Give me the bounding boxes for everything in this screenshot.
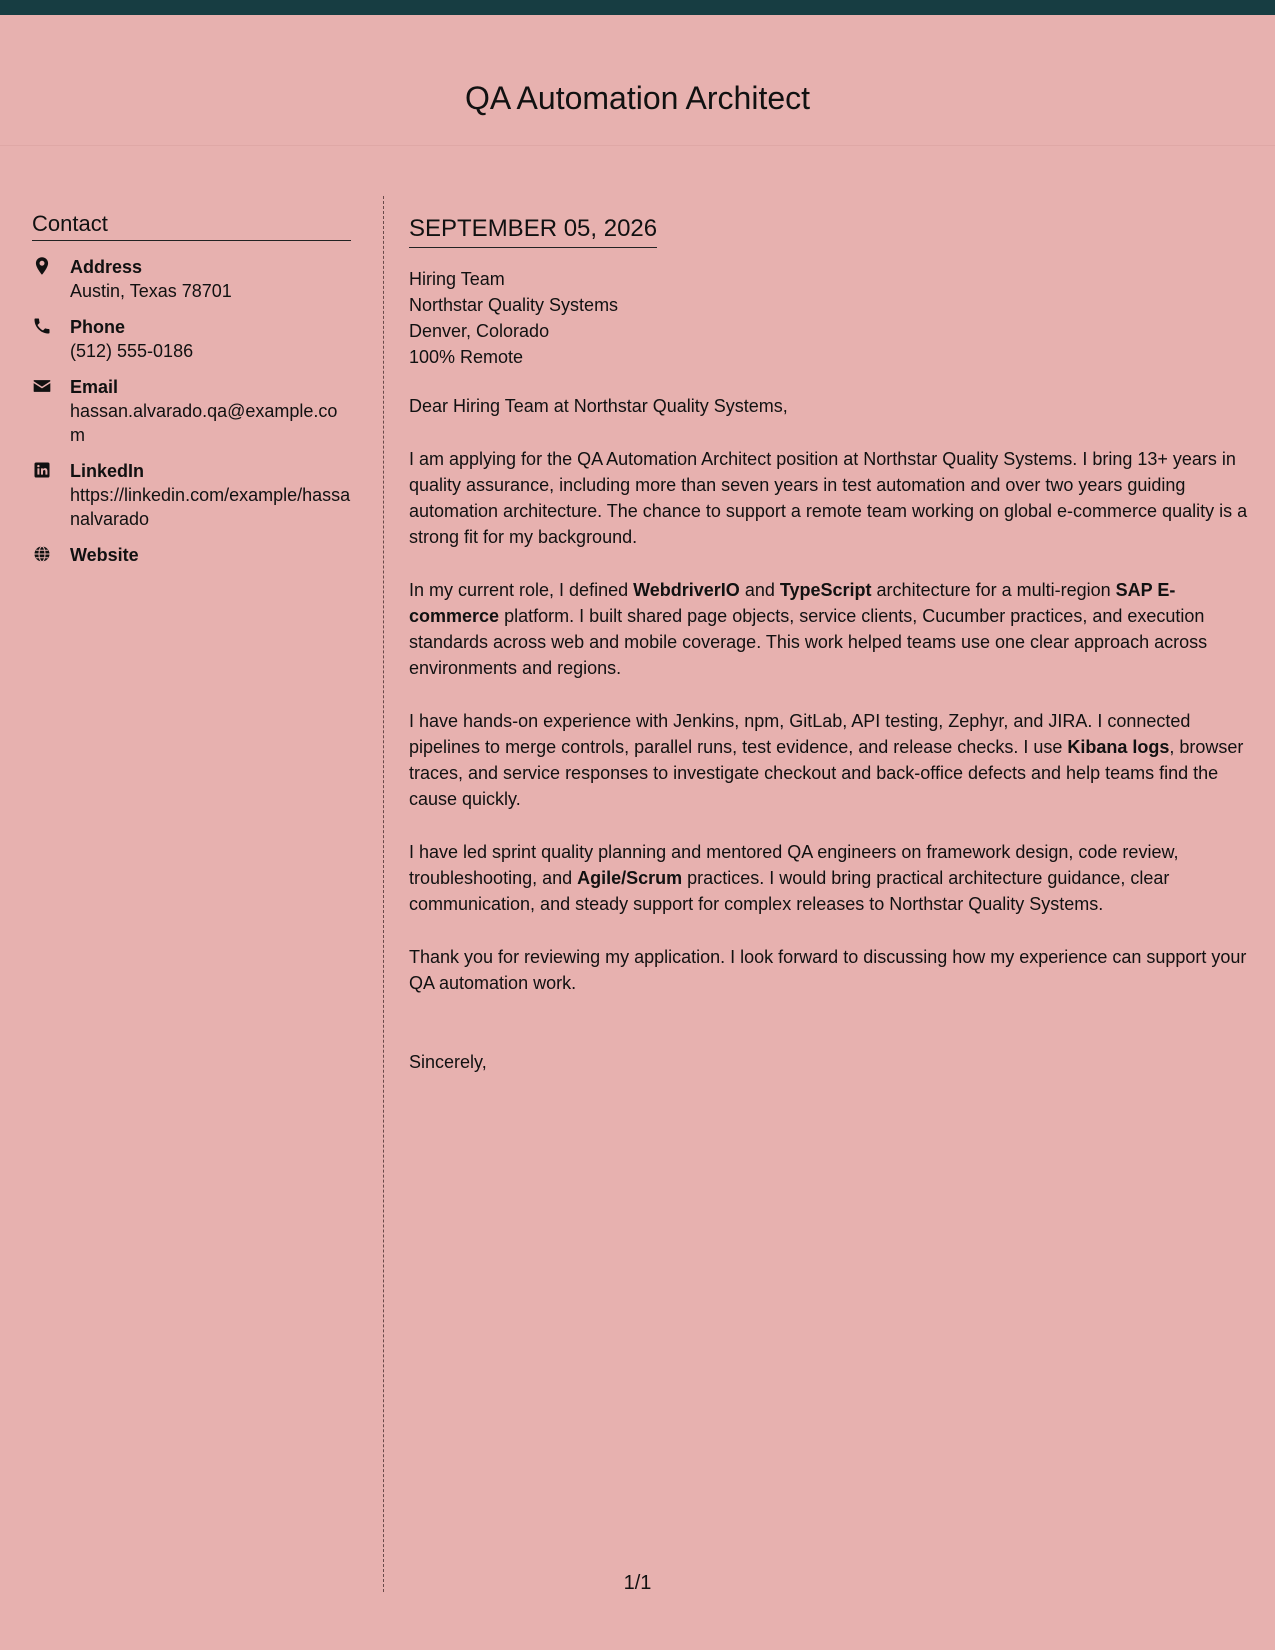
column-divider xyxy=(383,196,384,1592)
contact-label: Website xyxy=(70,545,139,565)
page-number: 1/1 xyxy=(623,1572,652,1594)
contact-phone xyxy=(32,315,351,363)
top-bar xyxy=(0,0,1275,15)
closing: Sincerely, xyxy=(409,1052,487,1072)
salutation: Dear Hiring Team at Northstar Quality Systems, xyxy=(409,396,788,416)
text-run: In my current role, I defined xyxy=(409,580,634,600)
contact-sidebar xyxy=(32,210,351,567)
letter-body xyxy=(409,212,1251,1075)
paragraph-thanks: Thank you for reviewing my application. I look forward to discussing how my experience can support your QA automation work. xyxy=(409,947,1247,993)
globe-icon xyxy=(32,544,52,564)
recipient-line: 100% Remote xyxy=(409,347,524,367)
text-run: platform. I built shared page objects, service clients, Cucumber practices, and execution standards across web and mobile coverage. This work helped teams use one clear approach across environments and regions. xyxy=(409,606,1208,678)
linkedin-icon xyxy=(32,460,52,480)
contact-label: LinkedIn xyxy=(70,461,145,481)
text-run: architecture for a multi-region xyxy=(871,580,1116,600)
contact-label: Address xyxy=(70,257,143,277)
contact-email xyxy=(32,375,351,447)
envelope-icon xyxy=(32,376,52,396)
recipient-block xyxy=(409,266,1251,370)
phone-icon xyxy=(32,316,52,336)
text-run: , browser traces, and service responses to investigate checkout and back-office defects and help teams find the cause quickly. xyxy=(409,737,1244,809)
paragraph-current-role xyxy=(409,577,1251,681)
emphasis: WebdriverIO xyxy=(633,580,740,600)
text-run: practices. I would bring practical architecture guidance, clear communication, and steady support for complex releases to Northstar Quality Systems. xyxy=(409,868,1170,914)
recipient-line: Northstar Quality Systems xyxy=(409,295,619,315)
emphasis: Kibana logs xyxy=(1067,737,1170,757)
contact-value: Austin, Texas 78701 xyxy=(70,281,232,301)
emphasis: SAP E-commerce xyxy=(409,580,1176,626)
contact-label: Email xyxy=(70,377,119,397)
text-run: and xyxy=(739,580,780,600)
contact-value: hassan.alvarado.qa@example.com xyxy=(70,401,338,445)
map-pin-icon xyxy=(32,256,52,276)
contact-heading: Contact xyxy=(32,210,351,241)
recipient-line: Denver, Colorado xyxy=(409,321,550,341)
text-run: I have hands-on experience with Jenkins, npm, GitLab, API testing, Zephyr, and JIRA. I connected pipelines to merge controls, parallel runs, test evidence, and release checks. I use xyxy=(409,711,1191,757)
paragraph-intro: I am applying for the QA Automation Architect position at Northstar Quality Systems. I bring 13+ years in quality assurance, including more than seven years in test automation and over two years guiding automation architecture. The chance to support a remote team working on global e-commerce quality is a strong fit for my background. xyxy=(409,449,1248,547)
emphasis: Agile/Scrum xyxy=(577,868,683,888)
paragraph-leadership xyxy=(409,839,1251,917)
recipient-line: Hiring Team xyxy=(409,269,505,289)
letter-date: SEPTEMBER 05, 2026 xyxy=(409,212,657,248)
contact-value: https://linkedin.com/example/hassanalvarado xyxy=(70,485,351,529)
contact-value: (512) 555-0186 xyxy=(70,341,194,361)
document-title: QA Automation Architect xyxy=(464,80,811,116)
contact-website xyxy=(32,543,351,567)
emphasis: TypeScript xyxy=(779,580,872,600)
paragraph-tooling xyxy=(409,708,1251,812)
contact-address xyxy=(32,255,351,303)
contact-linkedin xyxy=(32,459,351,531)
text-run: I have led sprint quality planning and mentored QA engineers on framework design, code review, troubleshooting, and xyxy=(409,842,1179,888)
contact-label: Phone xyxy=(70,317,126,337)
